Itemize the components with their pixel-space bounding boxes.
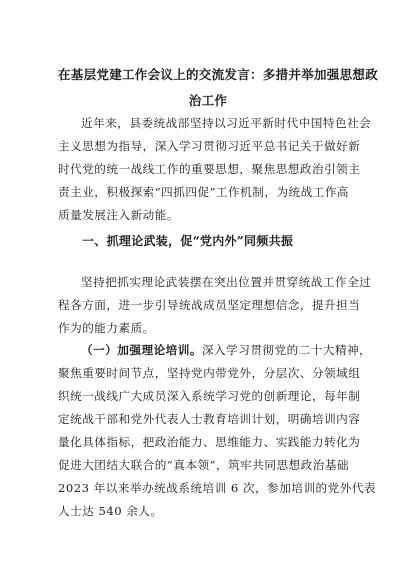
document-title — [58, 62, 379, 114]
text-line: 近年来，县委统战部坚持以习近平新时代中国特色社会 — [81, 116, 372, 130]
text-line: 责主业，积极探索“四抓四促”工作机制，为统战工作高 — [58, 185, 350, 199]
intro-paragraph — [58, 112, 372, 227]
text-line: 坚持把抓实理论武装摆在突出位置并贯穿统战工作全过 — [81, 275, 372, 289]
subsection-paragraph — [58, 339, 377, 523]
text-line: 聚焦重要时间节点，坚持党内带党外，分层次、分领域组 — [58, 366, 361, 380]
text-line: 定统战干部和党外代表人士教育培训计划，明确培训内容 — [58, 412, 361, 426]
section-paragraph — [58, 271, 372, 340]
text-line: 人士达 540 余人。 — [58, 504, 163, 518]
text-line: 主义思想为指导，深入学习贯彻习近平总书记关于做好新 — [58, 139, 361, 153]
text-line: 作为的能力素质。 — [58, 321, 155, 335]
title-line: 在基层党建工作会议上的交流发言：多措并举加强思想政 — [58, 67, 379, 82]
text-line: 2023 年以来举办统战系统培训 6 次，参加培训的党外代表 — [58, 481, 377, 495]
text-line: 量化具体指标，把政治能力、思维能力、实践能力转化为 — [58, 435, 361, 449]
subsection-lead-rest: 深入学习贯彻党的二十大精神， — [201, 343, 372, 357]
text-line: 质量发展注入新动能。 — [58, 208, 179, 222]
text-line: 织统一战线广大成员深入系统学习党的创新理论，每年制 — [58, 389, 361, 403]
subsection-lead: （一）加强理论培训。 — [81, 343, 202, 357]
section-heading: 一、抓理论武装，促“党内外”同频共振 — [82, 234, 294, 248]
text-line: 促进大团结大联合的“真本领”，筑牢共同思想政治基础 — [58, 458, 350, 472]
text-line: 程各方面，进一步引导统战成员坚定理想信念，提升担当 — [58, 298, 361, 312]
text-line: 时代党的统一战线工作的重要思想，聚焦思想政治引领主 — [58, 162, 361, 176]
title-line: 治工作 — [188, 93, 228, 108]
text-line — [58, 339, 372, 362]
